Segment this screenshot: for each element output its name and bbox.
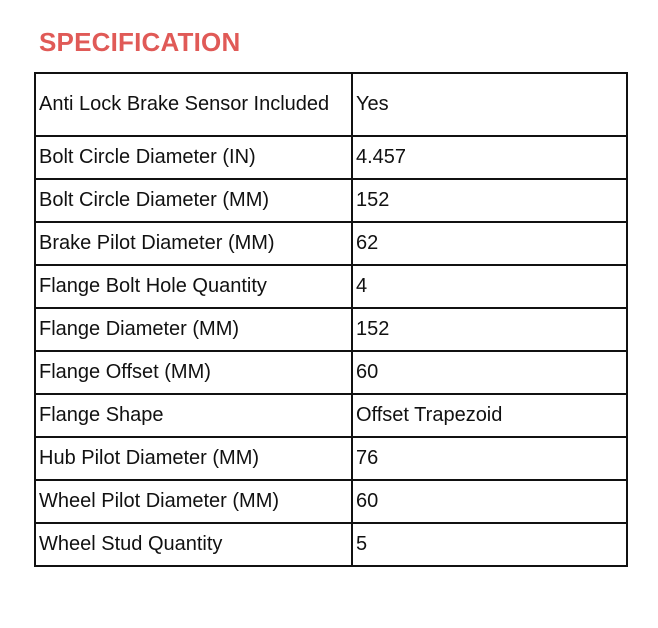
table-row [35,136,627,179]
spec-label: Brake Pilot Diameter (MM) [35,222,352,265]
spec-value: 152 [352,308,627,351]
spec-value: 76 [352,437,627,480]
spec-label: Bolt Circle Diameter (IN) [35,136,352,179]
spec-value: Offset Trapezoid [352,394,627,437]
table-row [35,437,627,480]
spec-label: Flange Shape [35,394,352,437]
spec-value: 5 [352,523,627,566]
spec-label: Flange Diameter (MM) [35,308,352,351]
spec-label: Wheel Pilot Diameter (MM) [35,480,352,523]
table-row [35,222,627,265]
section-heading: SPECIFICATION [39,27,241,57]
spec-value: 62 [352,222,627,265]
spec-value: 4.457 [352,136,627,179]
spec-value: 60 [352,480,627,523]
spec-value: Yes [352,73,627,136]
table-row [35,179,627,222]
table-row [35,265,627,308]
spec-value: 4 [352,265,627,308]
spec-label: Bolt Circle Diameter (MM) [35,179,352,222]
table-row [35,480,627,523]
spec-label: Flange Offset (MM) [35,351,352,394]
spec-label: Wheel Stud Quantity [35,523,352,566]
table-row [35,73,627,136]
spec-label: Hub Pilot Diameter (MM) [35,437,352,480]
table-row [35,308,627,351]
specification-table [34,72,628,567]
table-row [35,394,627,437]
spec-value: 60 [352,351,627,394]
spec-value: 152 [352,179,627,222]
spec-label: Flange Bolt Hole Quantity [35,265,352,308]
table-row [35,351,627,394]
table-row [35,523,627,566]
spec-label: Anti Lock Brake Sensor Included [35,73,352,136]
